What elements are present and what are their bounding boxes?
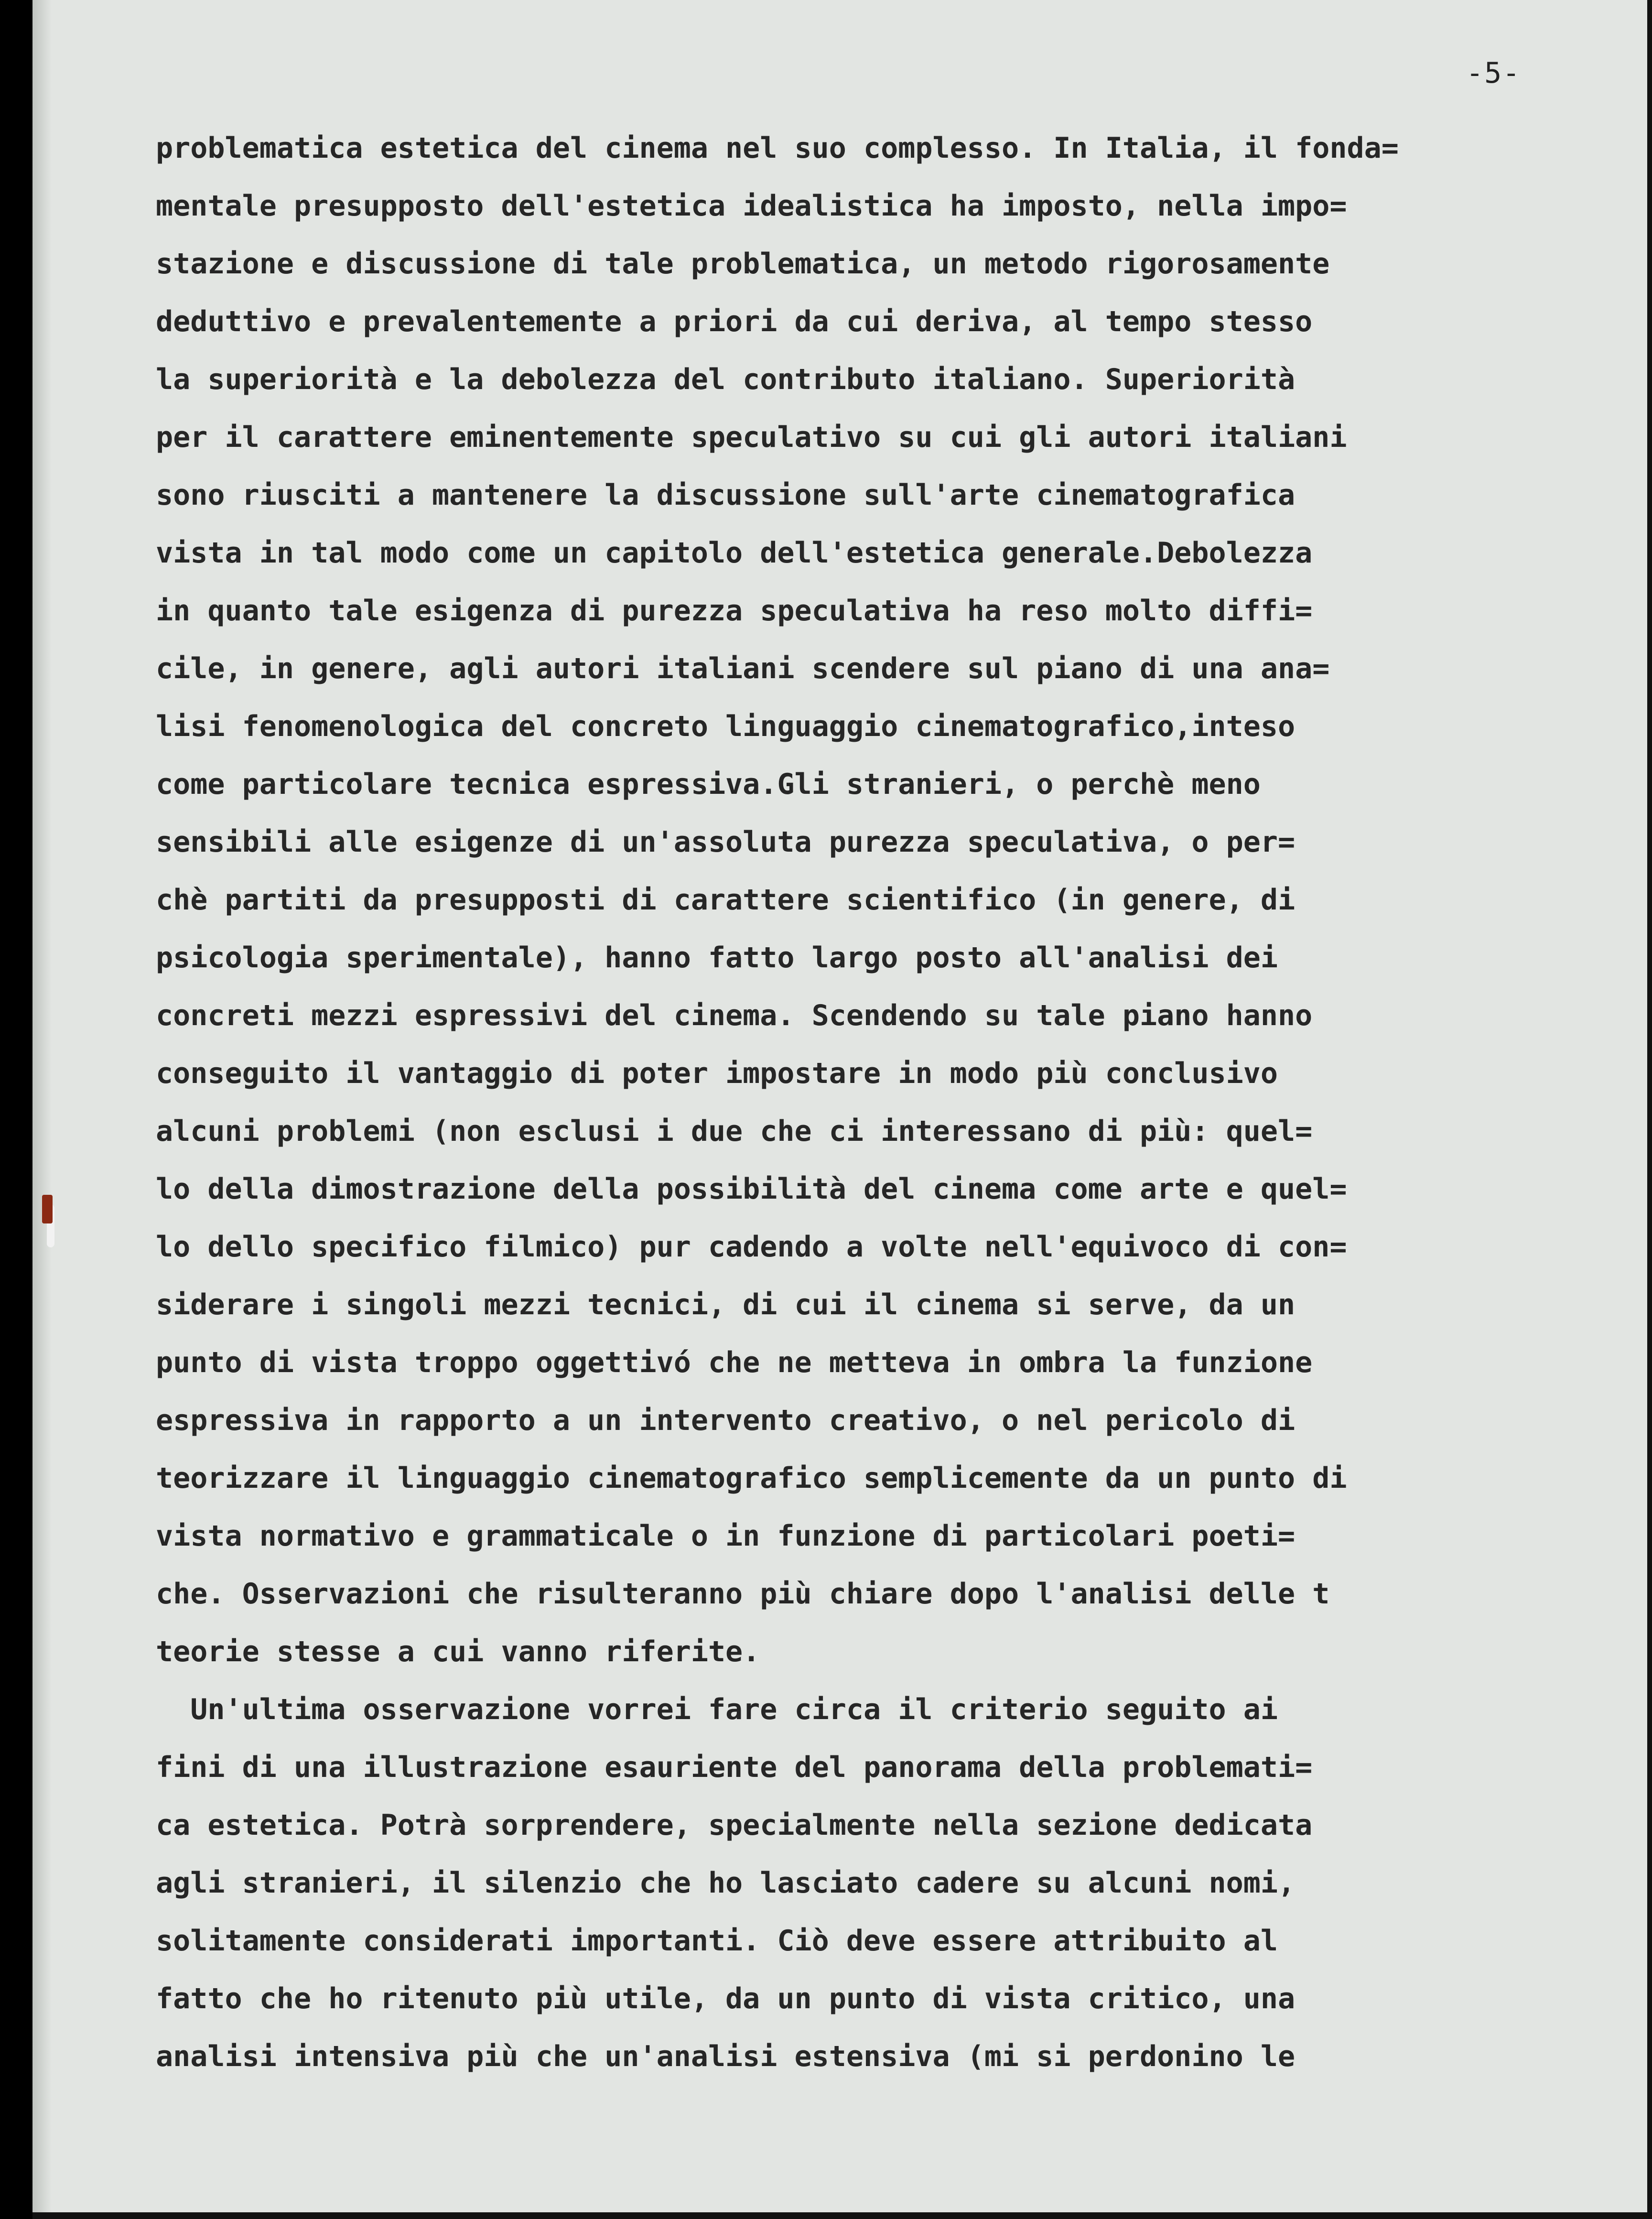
- text-line: sono riusciti a mantenere la discussione sull'arte cinematografica: [156, 478, 1296, 512]
- text-line: lo della dimostrazione della possibilità del cinema come arte e quel=: [156, 1172, 1347, 1206]
- text-line: lo dello specifico filmico) pur cadendo a volte nell'equivoco di con=: [156, 1230, 1347, 1264]
- text-line: alcuni problemi (non esclusi i due che ci interessano di più: quel=: [156, 1115, 1313, 1148]
- text-line: sensibili alle esigenze di un'assoluta purezza speculativa, o per=: [156, 825, 1296, 859]
- text-line: chè partiti da presupposti di carattere scientifico (in genere, di: [156, 883, 1296, 917]
- text-line: analisi intensiva più che un'analisi estensiva (mi si perdonino le: [156, 2040, 1296, 2073]
- text-line: solitamente considerati importanti. Ciò deve essere attribuito al: [156, 1924, 1278, 1958]
- text-line: espressiva in rapporto a un intervento creativo, o nel pericolo di: [156, 1404, 1296, 1437]
- text-line: deduttivo e prevalentemente a priori da cui deriva, al tempo stesso: [156, 305, 1313, 338]
- page-number: -5-: [1466, 56, 1521, 90]
- page-binding-edge: [32, 0, 52, 2219]
- text-line: agli stranieri, il silenzio che ho lasciato cadere su alcuni nomi,: [156, 1866, 1296, 1900]
- text-line: Un'ultima osservazione vorrei fare circa il criterio seguito ai: [156, 1693, 1278, 1726]
- text-line: fini di una illustrazione esauriente del panorama della problemati=: [156, 1751, 1313, 1784]
- text-line: ca estetica. Potrà sorprendere, specialmente nella sezione dedicata: [156, 1808, 1313, 1842]
- typewritten-body: [156, 119, 1589, 2086]
- text-line: conseguito il vantaggio di poter impostare in modo più conclusivo: [156, 1057, 1278, 1090]
- text-line: teorizzare il linguaggio cinematografico semplicemente da un punto di: [156, 1461, 1347, 1495]
- text-line: fatto che ho ritenuto più utile, da un punto di vista critico, una: [156, 1982, 1296, 2015]
- document-page: [32, 0, 1652, 2219]
- text-line: per il carattere eminentemente speculativo su cui gli autori italiani: [156, 421, 1347, 454]
- text-line: concreti mezzi espressivi del cinema. Scendendo su tale piano hanno: [156, 999, 1313, 1032]
- text-line: vista in tal modo come un capitolo dell'estetica generale.Debolezza: [156, 536, 1313, 570]
- text-line: che. Osservazioni che risulteranno più chiare dopo l'analisi delle t: [156, 1577, 1330, 1611]
- text-line: come particolare tecnica espressiva.Gli stranieri, o perchè meno: [156, 768, 1261, 801]
- text-line: teorie stesse a cui vanno riferite.: [156, 1635, 760, 1668]
- text-line: problematica estetica del cinema nel suo complesso. In Italia, il fonda=: [156, 131, 1399, 165]
- text-line: lisi fenomenologica del concreto linguaggio cinematografico,inteso: [156, 710, 1296, 743]
- text-line: in quanto tale esigenza di purezza speculativa ha reso molto diffi=: [156, 594, 1313, 628]
- text-line: mentale presupposto dell'estetica idealistica ha imposto, nella impo=: [156, 189, 1347, 223]
- text-line: la superiorità e la debolezza del contributo italiano. Superiorità: [156, 363, 1296, 396]
- text-line: stazione e discussione di tale problematica, un metodo rigorosamente: [156, 247, 1330, 281]
- binding-clip: [42, 1195, 53, 1223]
- text-line: psicologia sperimentale), hanno fatto largo posto all'analisi dei: [156, 941, 1278, 974]
- text-line: vista normativo e grammaticale o in funzione di particolari poeti=: [156, 1519, 1296, 1553]
- text-line: siderare i singoli mezzi tecnici, di cui il cinema si serve, da un: [156, 1288, 1296, 1321]
- text-line: cile, in genere, agli autori italiani scendere sul piano di una ana=: [156, 652, 1330, 685]
- text-line: punto di vista troppo oggettivó che ne metteva in ombra la funzione: [156, 1346, 1313, 1379]
- scan-frame-bottom: [32, 2212, 1652, 2219]
- scan-frame-right: [1647, 0, 1652, 2219]
